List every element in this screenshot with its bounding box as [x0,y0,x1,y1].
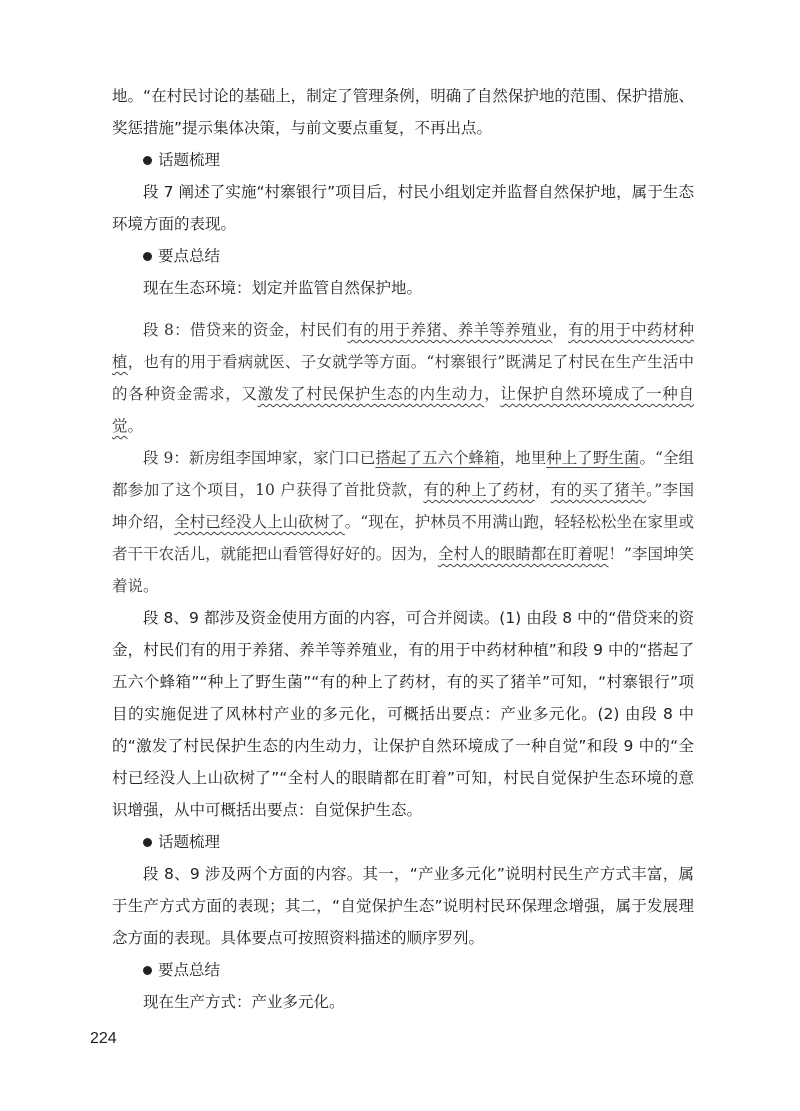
wavy-underlined-text: 有的用于养猪、养羊等养殖业 [347,321,553,339]
continuation-paragraph: 地。“在村民讨论的基础上，制定了管理条例，明确了自然保护地的范围、保护措施、奖惩措施”提示集体决策，与前文要点重复，不再出点。 [112,87,694,137]
wavy-underlined-text: 有的用于中药材种植 [112,321,694,371]
wavy-underlined-text: 让保护自然环境成了一种自觉 [112,385,694,435]
topic-heading-7 [112,144,694,176]
text-run: ， [552,321,569,339]
wavy-underlined-text: 激发了村民保护生态的内生动力 [257,385,485,403]
text-run: 段 8：借贷来的资金，村民们 [143,321,348,339]
topic-heading-label: 话题梳理 [158,833,221,851]
page-content [112,80,694,1018]
text-run: 。“现在，护林员不用满山跑，轻轻松松坐在家里或者干干农活儿，就能把山看管得好好的。因为， [112,513,694,563]
text-run: ，也有的用于看病就医、子女就学等方面。“村寨银行”既满足了村民在生产生活中的各种资金需求，又 [112,353,694,403]
bullet-icon [143,252,152,261]
summary-heading-7 [112,240,694,272]
topic-heading-label: 话题梳理 [158,151,221,169]
wavy-underlined-text: 有的种上了药材 [423,481,535,499]
section-gap [112,304,694,314]
topic-text-89: 段 8、9 涉及两个方面的内容。其一，“产业多元化”说明村民生产方式丰富，属于生产方式方面的表现；其二，“自觉保护生态”说明村民环保理念增强，属于发展理念方面的表现。具体要点可按照资料描述的顺序罗列。 [112,865,694,947]
underlined-text: 种上了野生菌 [546,449,640,467]
summary-text-7: 现在生态环境：划定并监管自然保护地。 [143,279,423,297]
wavy-underlined-text: 全村人的眼睛都在盯着呢 [437,545,609,563]
wavy-underlined-text: 全村已经没人上山砍树了 [174,513,345,531]
text-run: ！”李国坤笑着说。 [112,545,694,595]
wavy-underlined-text: 有的买了猪羊 [550,481,647,499]
topic-heading-89 [112,826,694,858]
page-number: 224 [90,1030,117,1047]
summary-heading-label: 要点总结 [158,247,221,265]
source-paragraph-8 [112,314,694,442]
summary-text-89: 现在生产方式：产业多元化。 [143,993,345,1011]
bullet-icon [143,966,152,975]
text-run: 。“全组都参加了这个项目，10 户获得了首批贷款， [112,449,694,499]
text-run: ， [534,481,551,499]
summary-heading-label: 要点总结 [158,961,221,979]
text-run: 段 9：新房组李国坤家，家门口已 [143,449,376,467]
text-run: 。 [127,417,144,435]
source-paragraph-9 [112,442,694,602]
analysis-paragraph: 段 8、9 都涉及资金使用方面的内容，可合并阅读。(1) 由段 8 中的“借贷来的资金，村民们有的用于养猪、养羊等养殖业，有的用于中药材种植”和段 9 中的“搭起了五六个蜂箱”“种上了野生菌”“有的种上了药材，有的买了猪羊”可知，“村寨银行”项目的实施促进了风林村产业的多元化，可概括出要点：产业多元化。(2) 由段 8 中的“激发了村民保护生态的内生动力，让保护自然环境成了一种自觉”和段 9 中的“全村已经没人上山砍树了”“全村人的眼睛都在盯着”可知，村民自觉保护生态环境的意识增强，从中可概括出要点：自觉保护生态。 [112,609,694,819]
bullet-icon [143,156,152,165]
topic-text-7: 段 7 阐述了实施“村寨银行”项目后，村民小组划定并监督自然保护地，属于生态环境方面的表现。 [112,183,694,233]
text-run: ， [484,385,501,403]
underlined-text: 搭起了五六个蜂箱 [375,449,500,467]
text-run: 。”李国坤介绍， [112,481,694,531]
bullet-icon [143,838,152,847]
summary-heading-89 [112,954,694,986]
text-run: ，地里 [499,449,547,467]
